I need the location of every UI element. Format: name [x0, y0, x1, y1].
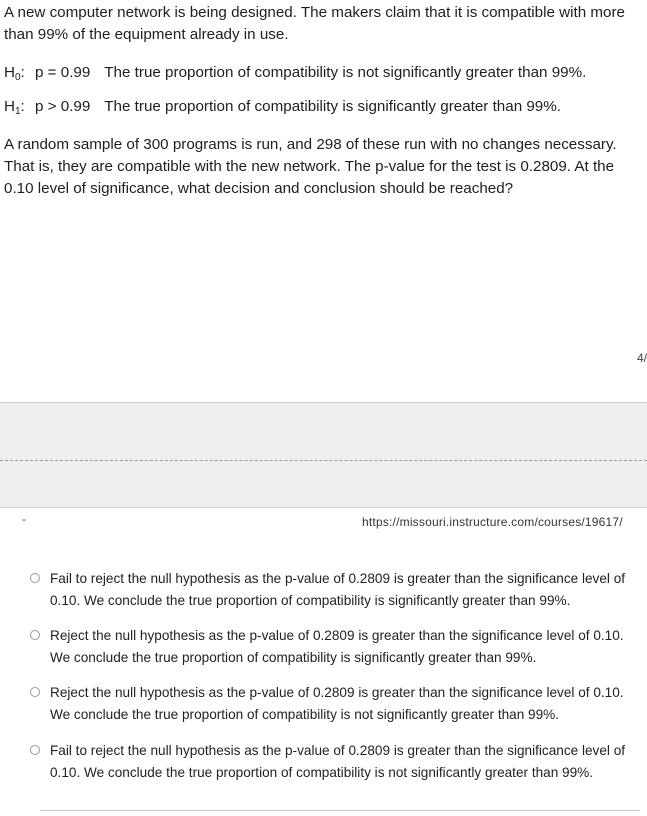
- alternative-hypothesis-symbol: $H_1$:: [4, 98, 25, 117]
- radio-button[interactable]: [30, 745, 40, 755]
- question-body: A random sample of 300 programs is run, and 298 of these run with no changes necessary. That is, they are compatible with the new network. The p-value for the test is 0.2809. At the 0.10 level of significance, what decision and conclusion should be reached?: [4, 136, 617, 197]
- page-url: https://missouri.instructure.com/courses/19617/: [362, 515, 623, 529]
- radio-button[interactable]: [30, 630, 40, 640]
- page-break-band: [0, 402, 647, 508]
- answer-option-text: Reject the null hypothesis as the p-value of 0.2809 is greater than the significance level of 0.10. We conclude the true proportion of compatibility is significantly greater than 99%.: [50, 628, 624, 665]
- null-hypothesis-symbol: $H_0$:: [4, 64, 25, 83]
- answer-option-text: Reject the null hypothesis as the p-value of 0.2809 is greater than the significance level of 0.10. We conclude the true proportion of compatibility is not significantly greater than 99%.: [50, 685, 624, 722]
- page-number: 4/: [636, 351, 647, 365]
- radio-button[interactable]: [30, 687, 40, 697]
- null-hypothesis-text: The true proportion of compatibility is not significantly greater than 99%.: [104, 64, 587, 81]
- radio-button[interactable]: [30, 573, 40, 583]
- footer-tick: -: [22, 512, 26, 526]
- alternative-hypothesis-condition: p > 0.99: [35, 98, 91, 115]
- question-intro: A new computer network is being designed. The makers claim that it is compatible with more than 99% of the equipment already in use.: [4, 4, 626, 43]
- answer-option-text: Fail to reject the null hypothesis as the p-value of 0.2809 is greater than the significance level of 0.10. We conclude the true proportion of compatibility is not significantly greater than 99%.: [50, 743, 626, 780]
- page-break-divider: [0, 460, 647, 461]
- alternative-hypothesis: [4, 98, 561, 117]
- answer-option-text: Fail to reject the null hypothesis as the p-value of 0.2809 is greater than the significance level of 0.10. We conclude the true proportion of compatibility is significantly greater than 99%.: [50, 571, 626, 608]
- bottom-divider: [40, 810, 640, 811]
- null-hypothesis-condition: p = 0.99: [35, 64, 91, 81]
- null-hypothesis: [4, 64, 586, 83]
- alternative-hypothesis-text: The true proportion of compatibility is significantly greater than 99%.: [104, 98, 561, 115]
